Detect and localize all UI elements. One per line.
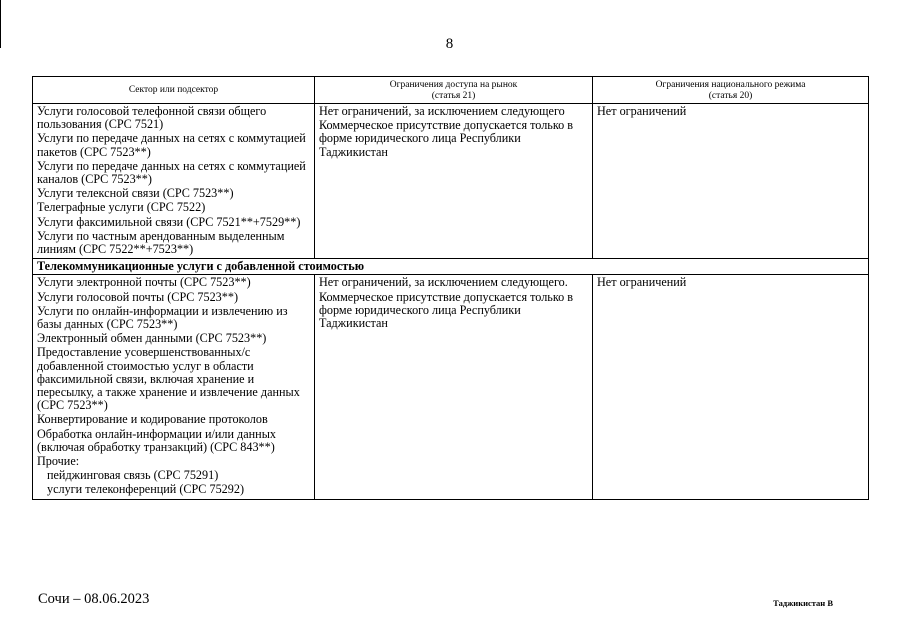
national-treatment-text: Нет ограничений xyxy=(597,104,687,118)
footer-place-date: Сочи – 08.06.2023 xyxy=(38,591,150,607)
market-access-text: Коммерческое присутствие допускается только в форме юридического лица Республики Таджикистан xyxy=(319,118,574,159)
market-access-text: Нет ограничений, за исключением следующего. xyxy=(319,275,568,290)
sector-item: Электронный обмен данными (CPC 7523**) xyxy=(37,331,267,346)
sector-item: Услуги по онлайн-информации и извлечению из базы данных (CPC 7523**) xyxy=(37,303,288,332)
sector-item: Телеграфные услуги (CPC 7522) xyxy=(37,200,206,215)
national-treatment-cell xyxy=(593,275,869,499)
sector-item: Услуги электронной почты (CPC 7523**) xyxy=(37,275,251,290)
sector-item: Предоставление усовершенствованных/с добавленной стоимостью услуг в области факсимильной связи, включая хранение и пересылку, а также хранение и извлечение данных (CPC 7523**) xyxy=(37,345,300,413)
header-sector xyxy=(33,77,315,104)
header-national-treatment-label: Ограничения национального режима xyxy=(655,80,806,90)
sector-item: Прочие: xyxy=(37,454,80,469)
header-row xyxy=(33,77,869,104)
sector-item: Услуги по частным арендованным выделенным линиям (CPC 7522**+7523**) xyxy=(37,228,285,257)
table-row xyxy=(33,275,869,499)
sector-sub-item: пейджинговая связь (CPC 75291) xyxy=(47,468,219,483)
market-access-text: Коммерческое присутствие допускается только в форме юридического лица Республики Таджикистан xyxy=(319,289,574,331)
sector-cell xyxy=(33,275,315,499)
market-access-text: Нет ограничений, за исключением следующего xyxy=(319,104,565,118)
section-header-row xyxy=(33,259,869,275)
header-market-access-label: Ограничения доступа на рынок xyxy=(389,80,518,90)
footer-document-label: Таджикистан В xyxy=(773,598,833,608)
sector-item: Услуги голосовой почты (CPC 7523**) xyxy=(37,289,239,304)
header-market-access-article: (статья 21) xyxy=(431,90,476,101)
header-market-access xyxy=(315,77,593,104)
national-treatment-text: Нет ограничений xyxy=(597,275,687,290)
sector-sub-item: услуги телеконференций (CPC 75292) xyxy=(47,482,245,497)
sector-item: Услуги телексной связи (CPC 7523**) xyxy=(37,186,234,201)
header-national-treatment-article: (статья 20) xyxy=(708,90,753,101)
header-sector-label: Сектор или подсектор xyxy=(128,85,219,96)
sector-item: Услуги по передаче данных на сетях с коммутацией каналов (CPC 7523**) xyxy=(37,158,306,187)
national-treatment-cell xyxy=(593,104,869,259)
sector-item: Услуги по передаче данных на сетях с коммутацией пакетов (CPC 7523**) xyxy=(37,131,306,159)
section-title: Телекоммуникационные услуги с добавленной стоимостью xyxy=(33,259,869,275)
market-access-cell xyxy=(315,275,593,499)
page-number: 8 xyxy=(445,36,454,52)
sector-item: Конвертирование и кодирование протоколов xyxy=(37,412,268,427)
sector-item: Обработка онлайн-информации и/или данных (включая обработку транзакций) (CPC 843**) xyxy=(37,426,276,454)
sector-cell xyxy=(33,104,315,259)
sector-item: Услуги голосовой телефонной связи общего пользования (CPC 7521) xyxy=(37,104,267,132)
sector-item: Услуги факсимильной связи (CPC 7521**+7529**) xyxy=(37,214,301,229)
table-row xyxy=(33,104,869,259)
header-national-treatment xyxy=(593,77,869,104)
schedule-table xyxy=(32,76,869,500)
market-access-cell xyxy=(315,104,593,259)
